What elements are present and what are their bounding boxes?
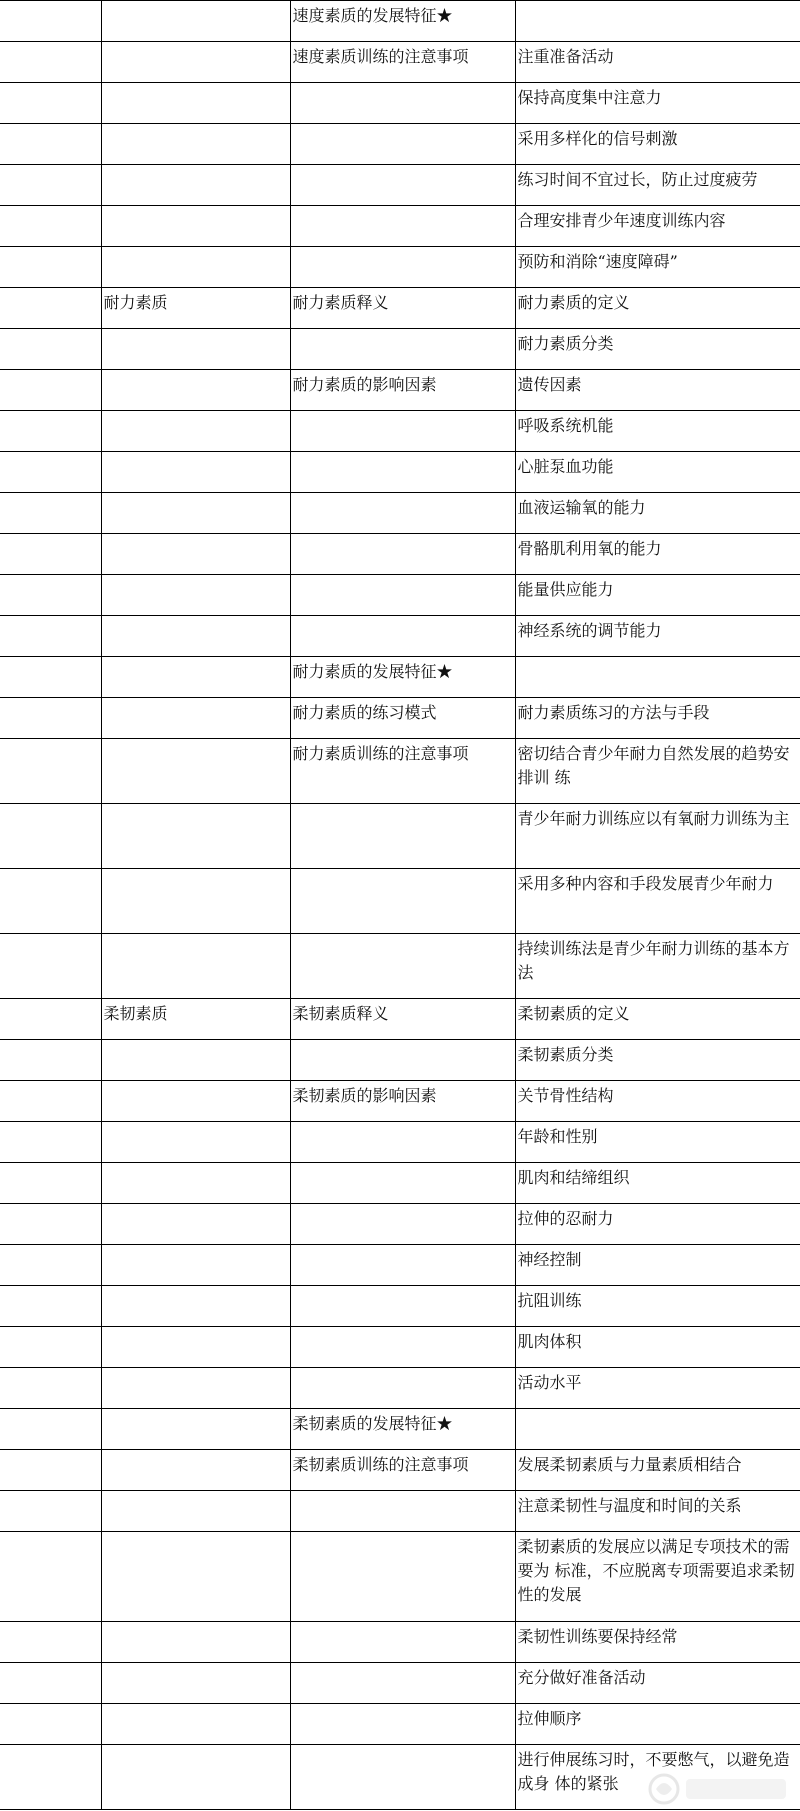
cell-category xyxy=(101,1327,290,1368)
cell-topic: 耐力素质释义 xyxy=(290,288,515,329)
cell-detail: 合理安排青少年速度训练内容 xyxy=(515,206,800,247)
cell-level-1 xyxy=(0,370,101,411)
table-row xyxy=(0,869,800,934)
cell-category xyxy=(101,616,290,657)
cell-detail: 耐力素质分类 xyxy=(515,329,800,370)
cell-level-1 xyxy=(0,288,101,329)
cell-category xyxy=(101,934,290,999)
cell-detail: 抗阻训练 xyxy=(515,1286,800,1327)
cell-level-1 xyxy=(0,1704,101,1745)
cell-level-1 xyxy=(0,1081,101,1122)
table-row xyxy=(0,1704,800,1745)
table-row xyxy=(0,370,800,411)
cell-category xyxy=(101,1122,290,1163)
cell-detail: 关节骨性结构 xyxy=(515,1081,800,1122)
cell-level-1 xyxy=(0,493,101,534)
cell-detail: 注重准备活动 xyxy=(515,42,800,83)
cell-topic xyxy=(290,1122,515,1163)
cell-detail: 充分做好准备活动 xyxy=(515,1663,800,1704)
table-row xyxy=(0,1163,800,1204)
table-row xyxy=(0,165,800,206)
table-row xyxy=(0,1491,800,1532)
table-row xyxy=(0,657,800,698)
cell-category xyxy=(101,1081,290,1122)
table-row xyxy=(0,329,800,370)
cell-category xyxy=(101,124,290,165)
cell-topic xyxy=(290,1368,515,1409)
table-row xyxy=(0,288,800,329)
cell-topic xyxy=(290,1204,515,1245)
watermark-logo-icon xyxy=(646,1769,796,1809)
table-row xyxy=(0,1040,800,1081)
cell-topic: 柔韧素质释义 xyxy=(290,999,515,1040)
cell-category xyxy=(101,1532,290,1622)
cell-level-1 xyxy=(0,124,101,165)
cell-level-1 xyxy=(0,999,101,1040)
cell-level-1 xyxy=(0,1663,101,1704)
cell-category xyxy=(101,1,290,42)
outline-table-body xyxy=(0,1,800,1810)
cell-topic xyxy=(290,869,515,934)
cell-category xyxy=(101,206,290,247)
cell-category xyxy=(101,657,290,698)
cell-level-1 xyxy=(0,165,101,206)
table-row xyxy=(0,698,800,739)
cell-category xyxy=(101,869,290,934)
table-row xyxy=(0,1,800,42)
cell-level-1 xyxy=(0,1327,101,1368)
cell-topic xyxy=(290,804,515,869)
cell-detail: 柔韧素质的定义 xyxy=(515,999,800,1040)
cell-detail: 年龄和性别 xyxy=(515,1122,800,1163)
cell-detail: 进行伸展练习时，不要憋气，以避免造成身 体的紧张 xyxy=(515,1745,800,1810)
cell-topic xyxy=(290,493,515,534)
table-row xyxy=(0,999,800,1040)
cell-detail: 注意柔韧性与温度和时间的关系 xyxy=(515,1491,800,1532)
cell-topic xyxy=(290,1704,515,1745)
cell-level-1 xyxy=(0,1163,101,1204)
cell-level-1 xyxy=(0,411,101,452)
table-row xyxy=(0,1622,800,1663)
table-row xyxy=(0,1245,800,1286)
cell-topic xyxy=(290,1163,515,1204)
table-row xyxy=(0,534,800,575)
cell-category xyxy=(101,1450,290,1491)
cell-topic xyxy=(290,206,515,247)
cell-topic: 速度素质训练的注意事项 xyxy=(290,42,515,83)
cell-level-1 xyxy=(0,1122,101,1163)
cell-detail: 活动水平 xyxy=(515,1368,800,1409)
cell-level-1 xyxy=(0,1532,101,1622)
cell-category xyxy=(101,329,290,370)
table-row xyxy=(0,1532,800,1622)
cell-topic xyxy=(290,165,515,206)
cell-level-1 xyxy=(0,534,101,575)
cell-topic xyxy=(290,575,515,616)
table-row xyxy=(0,493,800,534)
table-row xyxy=(0,452,800,493)
cell-topic: 耐力素质的发展特征★ xyxy=(290,657,515,698)
cell-detail: 呼吸系统机能 xyxy=(515,411,800,452)
cell-topic xyxy=(290,534,515,575)
table-row xyxy=(0,804,800,869)
cell-topic xyxy=(290,329,515,370)
cell-detail: 持续训练法是青少年耐力训练的基本方法 xyxy=(515,934,800,999)
table-row xyxy=(0,1663,800,1704)
cell-level-1 xyxy=(0,1409,101,1450)
cell-level-1 xyxy=(0,698,101,739)
table-row xyxy=(0,1081,800,1122)
table-row xyxy=(0,247,800,288)
cell-topic xyxy=(290,1040,515,1081)
table-row xyxy=(0,1409,800,1450)
cell-category xyxy=(101,1409,290,1450)
cell-topic xyxy=(290,411,515,452)
cell-topic xyxy=(290,1532,515,1622)
cell-category xyxy=(101,1286,290,1327)
cell-level-1 xyxy=(0,42,101,83)
cell-detail: 柔韧性训练要保持经常 xyxy=(515,1622,800,1663)
cell-topic: 耐力素质训练的注意事项 xyxy=(290,739,515,804)
cell-category xyxy=(101,452,290,493)
cell-topic: 耐力素质的影响因素 xyxy=(290,370,515,411)
cell-topic xyxy=(290,1622,515,1663)
cell-detail: 拉伸的忍耐力 xyxy=(515,1204,800,1245)
cell-category xyxy=(101,1368,290,1409)
cell-level-1 xyxy=(0,1040,101,1081)
cell-detail: 心脏泵血功能 xyxy=(515,452,800,493)
cell-level-1 xyxy=(0,657,101,698)
cell-category xyxy=(101,493,290,534)
cell-topic xyxy=(290,83,515,124)
cell-level-1 xyxy=(0,1204,101,1245)
table-row xyxy=(0,1286,800,1327)
cell-detail: 拉伸顺序 xyxy=(515,1704,800,1745)
cell-detail: 保持高度集中注意力 xyxy=(515,83,800,124)
cell-level-1 xyxy=(0,1,101,42)
cell-detail xyxy=(515,657,800,698)
cell-level-1 xyxy=(0,1491,101,1532)
cell-topic xyxy=(290,452,515,493)
cell-level-1 xyxy=(0,452,101,493)
cell-category xyxy=(101,83,290,124)
cell-level-1 xyxy=(0,329,101,370)
cell-topic xyxy=(290,247,515,288)
cell-detail: 耐力素质练习的方法与手段 xyxy=(515,698,800,739)
table-row xyxy=(0,124,800,165)
cell-topic xyxy=(290,124,515,165)
cell-category xyxy=(101,411,290,452)
cell-detail: 采用多种内容和手段发展青少年耐力 xyxy=(515,869,800,934)
cell-topic xyxy=(290,934,515,999)
cell-category xyxy=(101,1040,290,1081)
cell-level-1 xyxy=(0,206,101,247)
table-row xyxy=(0,1122,800,1163)
cell-detail: 肌肉和结缔组织 xyxy=(515,1163,800,1204)
cell-detail: 神经系统的调节能力 xyxy=(515,616,800,657)
cell-category xyxy=(101,1204,290,1245)
cell-level-1 xyxy=(0,804,101,869)
cell-category xyxy=(101,247,290,288)
cell-level-1 xyxy=(0,1245,101,1286)
cell-topic xyxy=(290,1491,515,1532)
cell-category xyxy=(101,1245,290,1286)
cell-detail: 预防和消除“速度障碍” xyxy=(515,247,800,288)
cell-detail: 练习时间不宜过长，防止过度疲劳 xyxy=(515,165,800,206)
cell-topic xyxy=(290,1663,515,1704)
table-row xyxy=(0,739,800,804)
cell-detail xyxy=(515,1409,800,1450)
cell-level-1 xyxy=(0,1745,101,1810)
cell-level-1 xyxy=(0,616,101,657)
cell-detail: 耐力素质的定义 xyxy=(515,288,800,329)
cell-category xyxy=(101,534,290,575)
table-row xyxy=(0,206,800,247)
cell-level-1 xyxy=(0,83,101,124)
cell-topic xyxy=(290,1286,515,1327)
cell-level-1 xyxy=(0,934,101,999)
cell-level-1 xyxy=(0,1450,101,1491)
table-row xyxy=(0,1450,800,1491)
cell-detail: 遗传因素 xyxy=(515,370,800,411)
cell-detail: 柔韧素质的发展应以满足专项技术的需要为 标准，不应脱离专项需要追求柔韧性的发展 xyxy=(515,1532,800,1622)
table-row xyxy=(0,1327,800,1368)
cell-topic: 柔韧素质的发展特征★ xyxy=(290,1409,515,1450)
table-row xyxy=(0,411,800,452)
table-row xyxy=(0,575,800,616)
cell-level-1 xyxy=(0,1622,101,1663)
cell-topic xyxy=(290,616,515,657)
cell-category xyxy=(101,698,290,739)
cell-detail: 神经控制 xyxy=(515,1245,800,1286)
table-row xyxy=(0,1204,800,1245)
cell-category xyxy=(101,1622,290,1663)
cell-category xyxy=(101,370,290,411)
cell-detail: 青少年耐力训练应以有氧耐力训练为主 xyxy=(515,804,800,869)
cell-detail: 柔韧素质分类 xyxy=(515,1040,800,1081)
cell-category: 耐力素质 xyxy=(101,288,290,329)
cell-level-1 xyxy=(0,1368,101,1409)
cell-category xyxy=(101,1704,290,1745)
cell-level-1 xyxy=(0,247,101,288)
cell-detail: 能量供应能力 xyxy=(515,575,800,616)
cell-detail: 血液运输氧的能力 xyxy=(515,493,800,534)
cell-category xyxy=(101,1663,290,1704)
cell-detail: 发展柔韧素质与力量素质相结合 xyxy=(515,1450,800,1491)
table-row xyxy=(0,934,800,999)
cell-category xyxy=(101,42,290,83)
table-row xyxy=(0,83,800,124)
cell-detail: 采用多样化的信号刺激 xyxy=(515,124,800,165)
cell-category xyxy=(101,1745,290,1810)
cell-detail: 骨骼肌利用氧的能力 xyxy=(515,534,800,575)
cell-category xyxy=(101,804,290,869)
cell-topic xyxy=(290,1245,515,1286)
cell-level-1 xyxy=(0,739,101,804)
cell-topic: 柔韧素质的影响因素 xyxy=(290,1081,515,1122)
cell-level-1 xyxy=(0,575,101,616)
cell-topic xyxy=(290,1745,515,1810)
cell-topic: 耐力素质的练习模式 xyxy=(290,698,515,739)
table-row xyxy=(0,42,800,83)
cell-category: 柔韧素质 xyxy=(101,999,290,1040)
cell-topic: 速度素质的发展特征★ xyxy=(290,1,515,42)
cell-topic: 柔韧素质训练的注意事项 xyxy=(290,1450,515,1491)
cell-level-1 xyxy=(0,869,101,934)
table-row xyxy=(0,616,800,657)
cell-category xyxy=(101,1491,290,1532)
cell-category xyxy=(101,165,290,206)
cell-category xyxy=(101,575,290,616)
cell-detail xyxy=(515,1,800,42)
cell-level-1 xyxy=(0,1286,101,1327)
cell-topic xyxy=(290,1327,515,1368)
cell-category xyxy=(101,1163,290,1204)
cell-category xyxy=(101,739,290,804)
cell-detail: 肌肉体积 xyxy=(515,1327,800,1368)
cell-detail: 密切结合青少年耐力自然发展的趋势安排训 练 xyxy=(515,739,800,804)
table-row xyxy=(0,1368,800,1409)
